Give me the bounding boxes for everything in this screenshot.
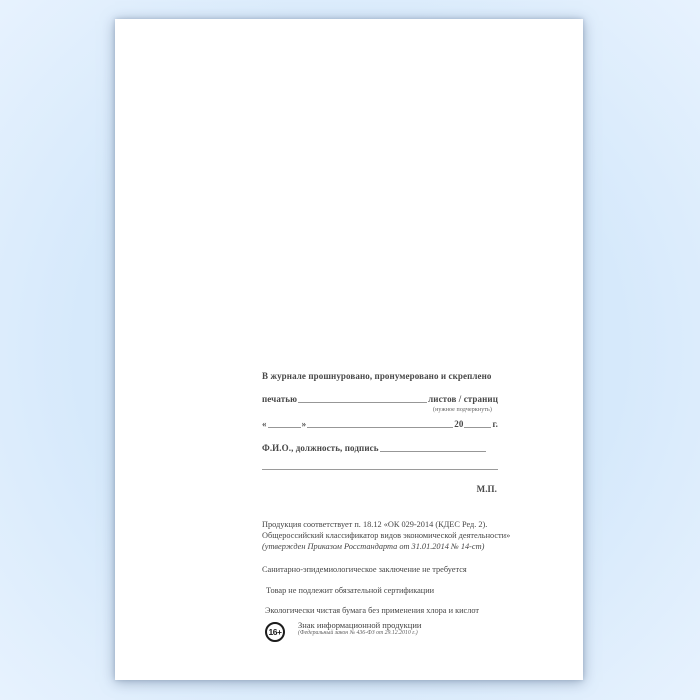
stamp-place <box>262 484 498 494</box>
sanitary-statement <box>262 564 498 575</box>
age-mark-text <box>298 620 421 637</box>
compliance-line-3: (утвержден Приказом Росстандарта от 31.01.2014 № 14-ст) <box>262 542 485 551</box>
year-suffix: г. <box>492 419 498 429</box>
age-mark-title: Знак информационной продукции <box>298 620 422 630</box>
stamp-label: М.П. <box>476 484 497 494</box>
certification-text: Товар не подлежит обязательной сертификации <box>266 586 435 595</box>
age-mark-row <box>265 620 501 642</box>
compliance-paragraph <box>262 519 511 552</box>
year-prefix: 20 <box>454 419 464 429</box>
seal-sheets-line <box>262 394 498 404</box>
signature-rule <box>262 469 498 470</box>
age-16plus-icon <box>265 622 285 642</box>
binding-statement-text: В журнале прошнуровано, пронумеровано и скреплено <box>262 371 492 381</box>
seal-label: печатью <box>262 394 298 404</box>
age-badge-label: 16+ <box>268 627 282 637</box>
signer-label: Ф.И.О., должность, подпись <box>262 443 379 453</box>
quote-close: » <box>301 419 307 429</box>
age-mark-law-note: (Федеральный закон № 436-ФЗ от 29.12.2010 г.) <box>298 630 418 636</box>
eco-text: Экологически чистая бумага без применения хлора и кислот <box>265 606 480 615</box>
signer-line <box>262 443 498 453</box>
sheets-label: листов / страниц <box>428 394 498 404</box>
binding-statement <box>262 371 498 381</box>
underline-note-text: (нужное подчеркнуть) <box>433 407 492 413</box>
month-blank-line <box>307 427 453 428</box>
document-page <box>115 19 583 680</box>
eco-statement <box>262 605 498 616</box>
date-line <box>262 419 498 429</box>
certification-statement <box>262 585 498 596</box>
quote-open: « <box>262 419 267 429</box>
sanitary-text: Санитарно-эпидемиологическое заключение не требуется <box>262 565 467 574</box>
seal-blank-line <box>298 402 427 403</box>
compliance-line-2: Общероссийский классификатор видов экономической деятельности» <box>262 531 511 540</box>
day-blank-line <box>268 427 301 428</box>
signer-blank-line <box>380 451 486 452</box>
page-content <box>262 19 511 680</box>
year-blank-line <box>464 427 491 428</box>
underline-note <box>262 405 498 415</box>
compliance-line-1: Продукция соответствует п. 18.12 «ОК 029-2014 (КДЕС Ред. 2). <box>262 520 488 529</box>
